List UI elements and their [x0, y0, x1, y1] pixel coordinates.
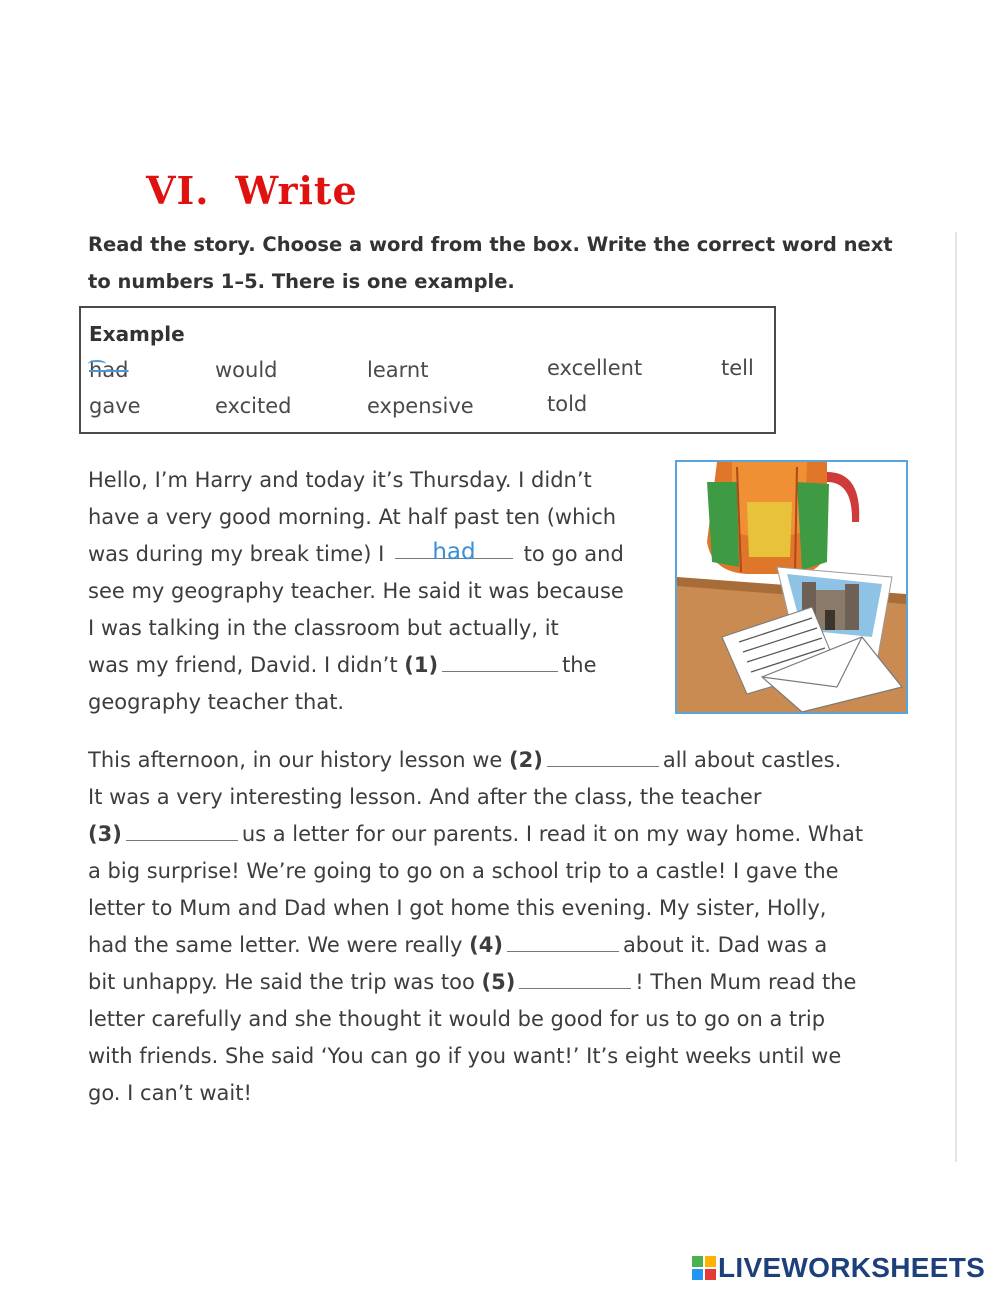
answer-blank-4[interactable]: [507, 929, 619, 952]
section-number: VI.: [146, 168, 210, 213]
story-line: go. I can’t wait!: [88, 1081, 252, 1105]
story-text: bit unhappy. He said the trip was too: [88, 970, 475, 994]
story-line: [88, 816, 863, 853]
story-text: had the same letter. We were really: [88, 933, 463, 957]
backpack-side-pocket: [707, 482, 739, 567]
story-text: to go and: [523, 542, 624, 566]
word-option[interactable]: would: [215, 358, 278, 382]
story-line: with friends. She said ‘You can go if you want!’ It’s eight weeks until we: [88, 1044, 842, 1068]
instructions-line-2: to numbers 1–5. There is one example.: [88, 270, 515, 293]
question-number-3: (3): [88, 822, 122, 846]
example-word: had: [89, 358, 129, 382]
section-heading: Write: [235, 168, 358, 213]
instructions-line-1: Read the story. Choose a word from the box. Write the correct word next: [88, 233, 893, 256]
word-option[interactable]: learnt: [367, 358, 429, 382]
word-option[interactable]: told: [547, 392, 588, 416]
story-text: ! Then Mum read the: [635, 970, 857, 994]
story-text: was during my break time) I: [88, 542, 385, 566]
word-option[interactable]: tell: [721, 356, 754, 380]
example-answer: had: [432, 539, 476, 565]
castle-door: [825, 610, 835, 630]
question-number-4: (4): [469, 933, 503, 957]
question-number-5: (5): [481, 970, 516, 994]
word-option[interactable]: gave: [89, 394, 141, 418]
liveworksheets-logo[interactable]: [692, 1250, 985, 1286]
story-text: all about castles.: [662, 748, 842, 772]
section-title: [146, 168, 358, 213]
story-line: have a very good morning. At half past ten (which: [88, 505, 617, 529]
question-number-2: (2): [509, 748, 543, 772]
story-paragraph-2: [88, 742, 863, 1112]
example-label: Example: [89, 322, 185, 346]
story-text: was my friend, David. I didn’t: [88, 653, 398, 677]
story-line: [88, 647, 624, 684]
story-line: Hello, I’m Harry and today it’s Thursday. I didn’t: [88, 468, 592, 492]
backpack-and-letter-illustration: [677, 462, 906, 712]
story-line: letter to Mum and Dad when I got home this evening. My sister, Holly,: [88, 896, 827, 920]
backpack-side-pocket: [797, 482, 829, 570]
story-line: I was talking in the classroom but actually, it: [88, 616, 559, 640]
answer-blank-1[interactable]: [442, 649, 558, 672]
story-text: the: [562, 653, 597, 677]
answer-blank-3[interactable]: [126, 818, 238, 841]
story-text: This afternoon, in our history lesson we: [88, 748, 503, 772]
story-line: a big surprise! We’re going to go on a school trip to a castle! I gave the: [88, 859, 839, 883]
answer-blank-2[interactable]: [547, 744, 659, 767]
story-line: geography teacher that.: [88, 690, 345, 714]
word-option[interactable]: expensive: [367, 394, 474, 418]
story-line: It was a very interesting lesson. And after the class, the teacher: [88, 785, 762, 809]
story-paragraph-1: [88, 462, 624, 721]
question-number-1: (1): [404, 653, 439, 677]
story-line: [88, 927, 863, 964]
story-text: us a letter for our parents. I read it on my way home. What: [241, 822, 864, 846]
story-line: [88, 742, 863, 779]
word-option[interactable]: excited: [215, 394, 292, 418]
backpack-strap: [827, 472, 859, 522]
instructions: [88, 226, 918, 300]
word-box: [79, 306, 776, 434]
logo-text: LIVEWORKSHEETS: [718, 1252, 986, 1283]
story-line: [88, 536, 624, 573]
castle-tower: [845, 584, 859, 630]
story-line: see my geography teacher. He said it was because: [88, 579, 624, 603]
story-line: [88, 964, 863, 1001]
logo-grid-icon: [692, 1256, 716, 1280]
story-line: letter carefully and she thought it would be good for us to go on a trip: [88, 1007, 826, 1031]
word-option[interactable]: excellent: [547, 356, 643, 380]
story-text: about it. Dad was a: [622, 933, 828, 957]
page-edge-divider: [955, 232, 957, 1162]
story-illustration: [675, 460, 908, 714]
answer-blank-5[interactable]: [519, 966, 631, 989]
backpack-pocket: [747, 502, 792, 557]
example-answer-blank: [395, 536, 513, 565]
